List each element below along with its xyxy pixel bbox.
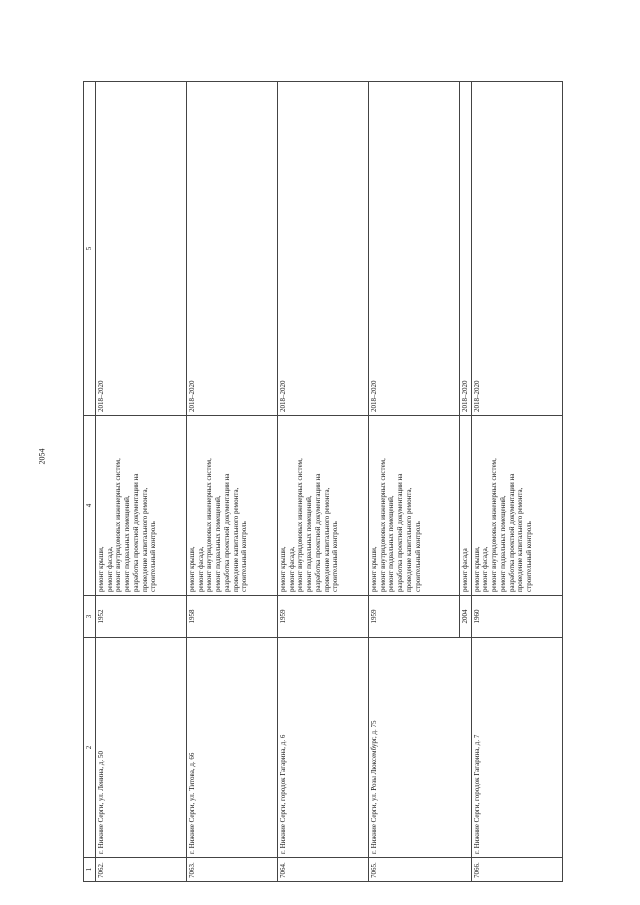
year-cell: 2004 xyxy=(459,596,471,638)
works-line: ремонт фасада, xyxy=(481,546,490,592)
period-cell: 2018–2020 xyxy=(459,82,471,416)
works-cell xyxy=(277,416,368,596)
works-line: проведение капитального ремонта, xyxy=(231,487,240,592)
header-col-5: 5 xyxy=(84,82,96,416)
address-cell: г. Нижние Серги, ул. Розы Люксембург, д. 75 xyxy=(368,638,471,858)
works-line: ремонт крыши, xyxy=(96,546,105,592)
works-line: ремонт подвальных помещений, xyxy=(214,495,222,592)
header-col-2: 2 xyxy=(84,638,96,858)
works-cell xyxy=(459,416,471,596)
works-line: разработка проектной документации на xyxy=(131,473,140,592)
works-line: строительный контроль xyxy=(525,521,533,592)
works-line: ремонт подвальных помещений, xyxy=(305,495,313,592)
works-line: проведение капитального ремонта, xyxy=(404,487,413,592)
works-cell xyxy=(186,416,277,596)
address-cell: г. Нижние Серги, ул. Ленина, д. 50 xyxy=(95,638,186,858)
works-line: ремонт внутридомовых инженерных систем, xyxy=(114,458,123,592)
works-line: проведение капитального ремонта, xyxy=(140,487,149,592)
table-row xyxy=(186,82,277,882)
works-line: ремонт подвальных помещений, xyxy=(387,495,396,592)
year-cell: 1952 xyxy=(95,596,186,638)
works-line: ремонт внутридомовых инженерных систем, xyxy=(378,458,387,592)
works-line: разработка проектной документации на xyxy=(507,473,516,592)
works-line: ремонт фасада xyxy=(460,548,469,592)
year-cell: 1958 xyxy=(186,596,277,638)
table-body xyxy=(95,82,562,882)
works-cell xyxy=(471,416,562,596)
works-line: ремонт фасада, xyxy=(105,546,114,592)
table-row xyxy=(368,82,459,882)
period-cell: 2018–2020 xyxy=(95,82,186,416)
header-col-4: 4 xyxy=(84,416,96,596)
row-number: 7066. xyxy=(471,858,562,882)
works-line: ремонт внутридомовых инженерных систем, xyxy=(205,458,214,592)
header-row xyxy=(84,82,96,882)
works-line: разработка проектной документации на xyxy=(396,473,404,592)
year-cell: 1959 xyxy=(368,596,459,638)
works-line: ремонт фасада, xyxy=(287,546,296,592)
repair-schedule-table xyxy=(83,81,563,882)
row-number: 7062. xyxy=(95,858,186,882)
row-number: 7063. xyxy=(186,858,277,882)
table-row xyxy=(277,82,368,882)
works-line: разработка проектной документации на xyxy=(222,473,231,592)
works-line: проведение капитального ремонта, xyxy=(322,487,331,592)
period-cell: 2018–2020 xyxy=(471,82,562,416)
table-row xyxy=(471,82,562,882)
row-number: 7065. xyxy=(368,858,471,882)
works-line: проведение капитального ремонта, xyxy=(516,487,525,592)
works-line: ремонт подвальных помещений, xyxy=(123,495,131,592)
works-line: ремонт подвальных помещений, xyxy=(498,495,507,592)
year-cell: 1960 xyxy=(471,596,562,638)
table-row xyxy=(95,82,186,882)
address-cell: г. Нижние Серги, городок Гагарина, д. 6 xyxy=(277,638,368,858)
works-line: строительный контроль xyxy=(413,521,422,592)
works-line: ремонт внутридомовых инженерных систем, xyxy=(296,458,305,592)
works-line: строительный контроль xyxy=(331,521,340,592)
works-line: ремонт крыши, xyxy=(278,546,287,592)
period-cell: 2018–2020 xyxy=(277,82,368,416)
works-line: строительный контроль xyxy=(240,521,249,592)
row-number: 7064. xyxy=(277,858,368,882)
works-line: ремонт крыши, xyxy=(369,546,378,592)
works-line: ремонт внутридомовых инженерных систем, xyxy=(490,458,498,592)
rotated-table-container xyxy=(83,82,553,882)
period-cell: 2018–2020 xyxy=(186,82,277,416)
year-cell: 1959 xyxy=(277,596,368,638)
header-col-1: 1 xyxy=(84,858,96,882)
works-line: ремонт крыши, xyxy=(472,546,481,592)
address-cell: г. Нижние Серги, городок Гагарина, д. 7 xyxy=(471,638,562,858)
period-cell: 2018–2020 xyxy=(368,82,459,416)
works-line: ремонт крыши, xyxy=(187,546,196,592)
address-cell: г. Нижние Серги, ул. Титова, д. 66 xyxy=(186,638,277,858)
works-cell xyxy=(368,416,459,596)
page-number: 2054 xyxy=(37,448,47,465)
works-line: ремонт фасада, xyxy=(196,546,205,592)
works-line: строительный контроль xyxy=(149,521,158,592)
works-cell xyxy=(95,416,186,596)
header-col-3: 3 xyxy=(84,596,96,638)
works-line: разработка проектной документации на xyxy=(313,473,322,592)
